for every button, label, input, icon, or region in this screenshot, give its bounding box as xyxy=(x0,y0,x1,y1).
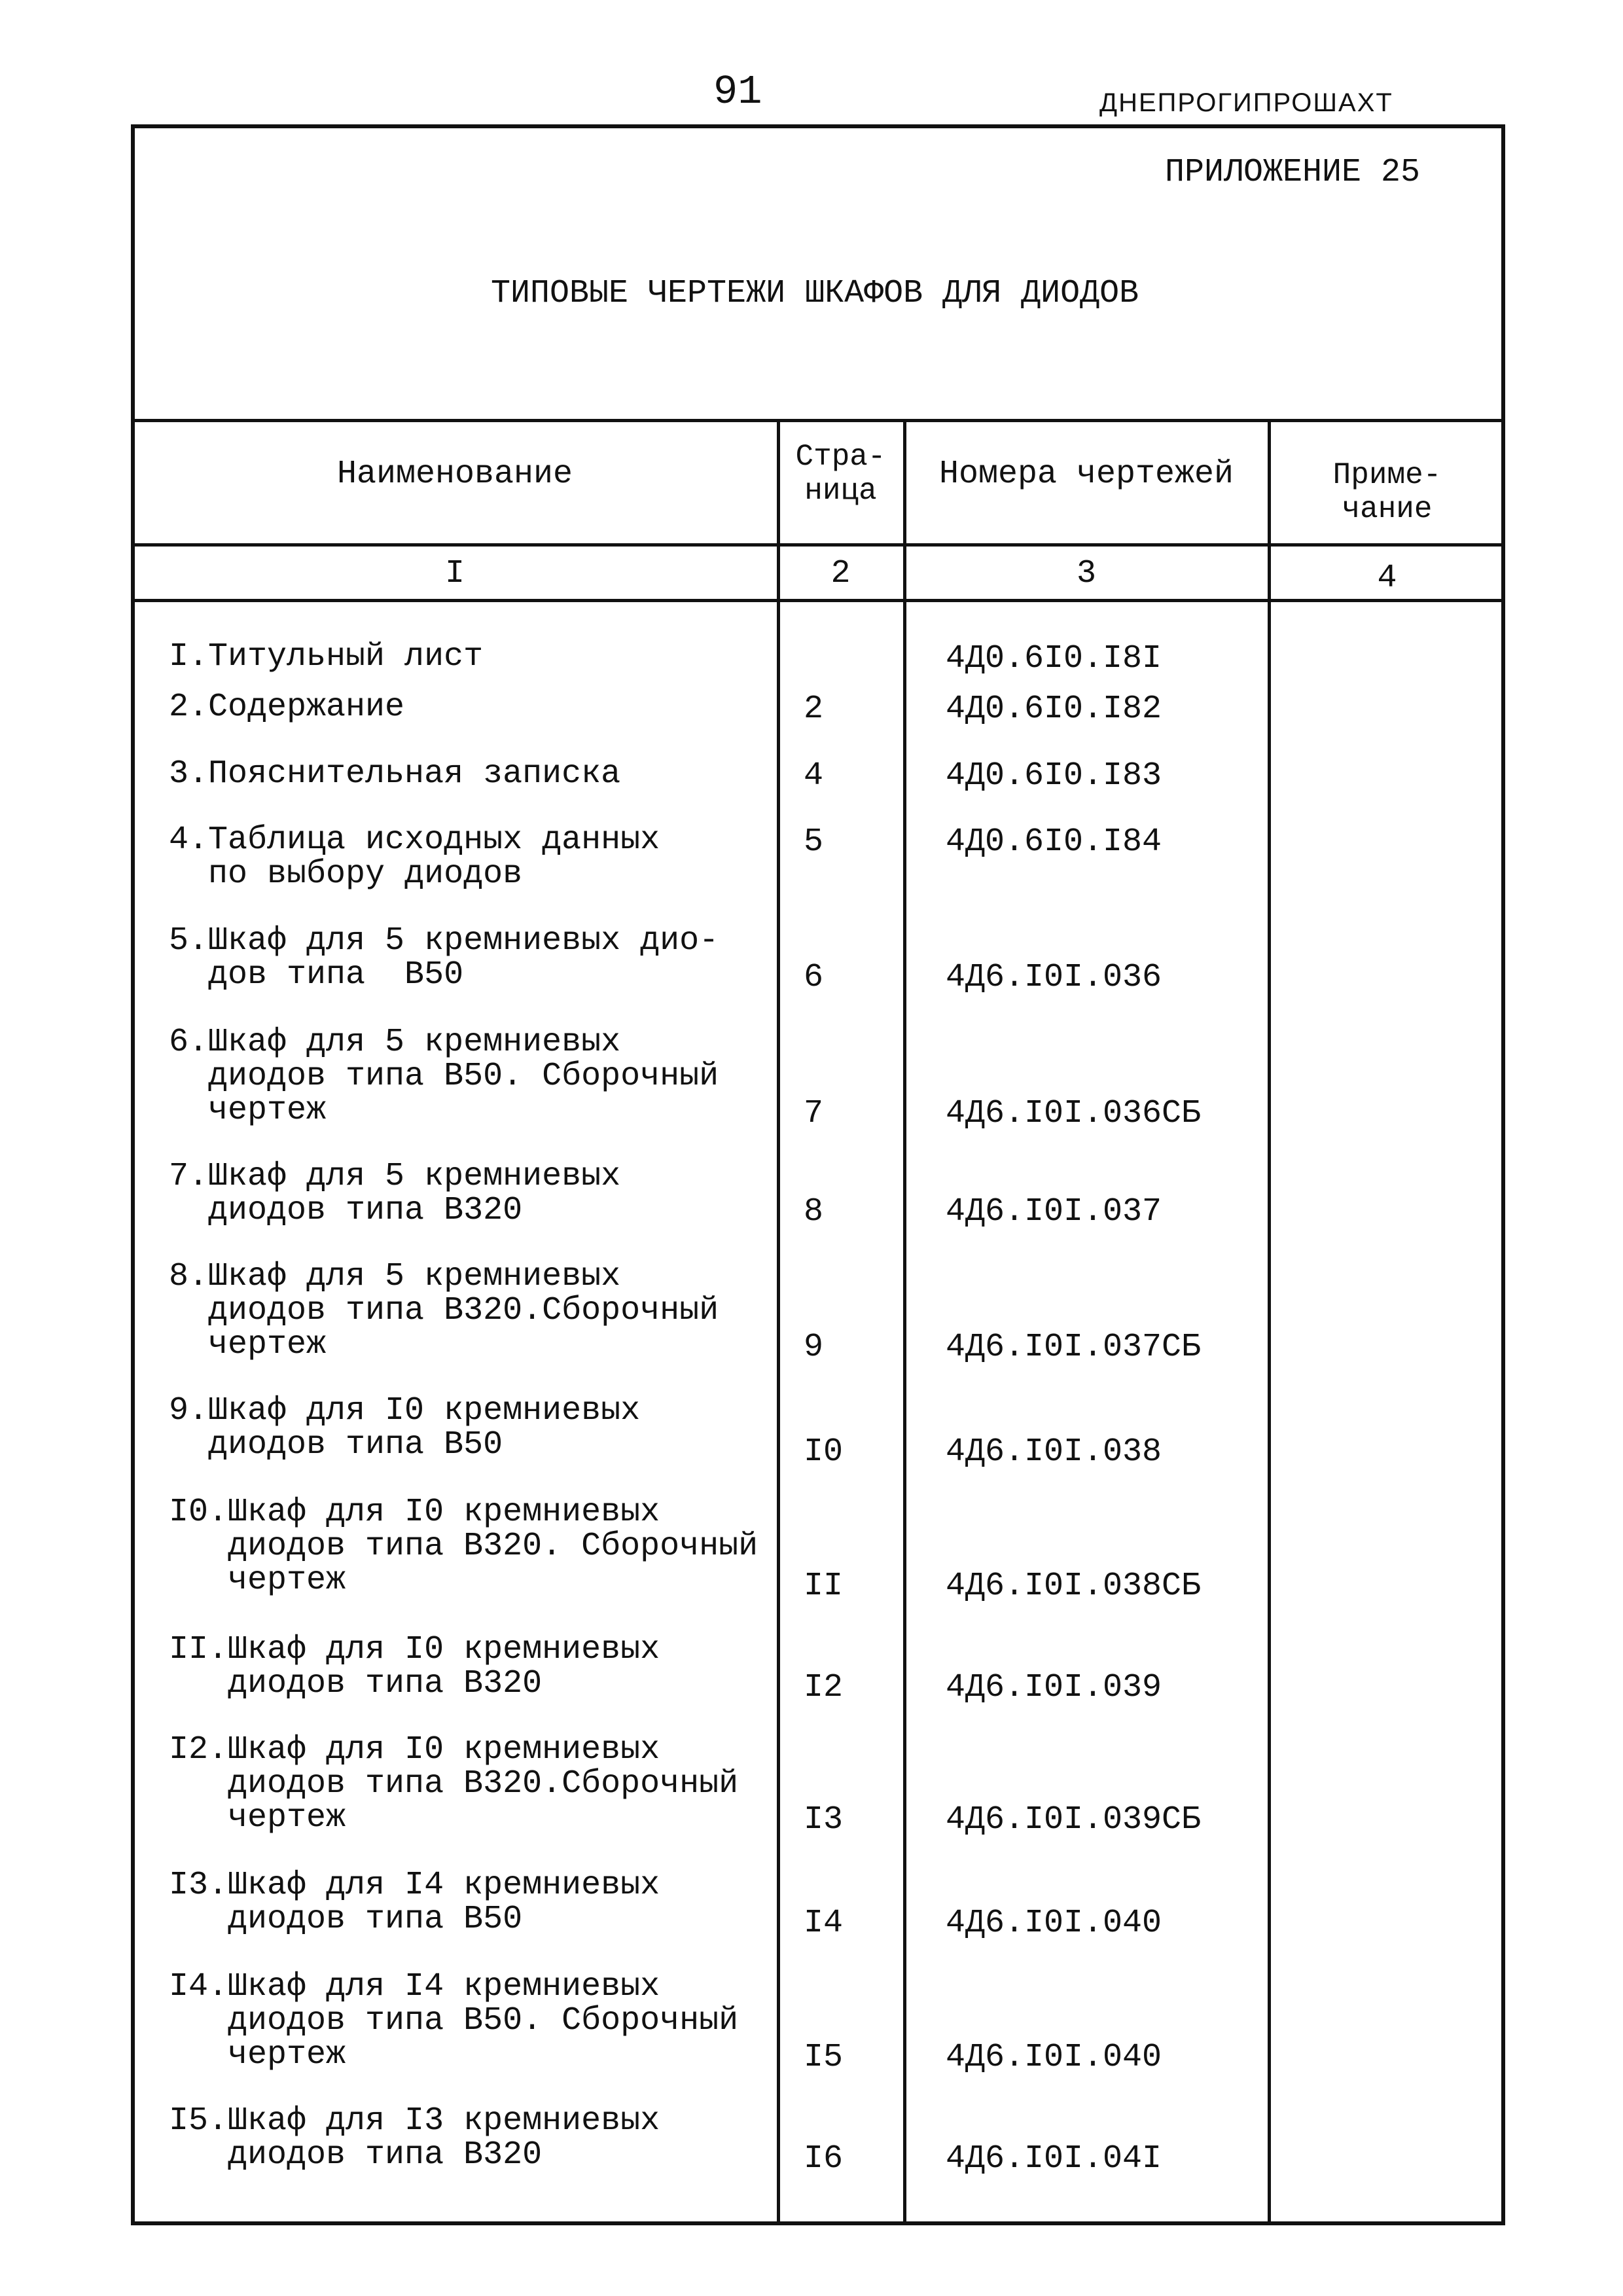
table-row-code: 4Д0.6I0.I84 xyxy=(946,823,1162,861)
table-row-page: 9 xyxy=(804,1329,824,1366)
column-header-codes: Номера чертежей xyxy=(938,456,1234,493)
column-number-3: 3 xyxy=(1076,555,1096,592)
table-row-name: I5.Шкаф для I3 кремниевых диодов типа В320 xyxy=(169,2102,660,2174)
column-header-page: Стра- ница xyxy=(795,440,886,508)
table-row-name: I.Титульный лист xyxy=(169,638,484,675)
table-row-page: 7 xyxy=(804,1095,824,1132)
table-row-code: 4Д6.I0I.038СБ xyxy=(946,1568,1202,1605)
table-row-name: 6.Шкаф для 5 кремниевых диодов типа В50. Сборочный чертеж xyxy=(169,1024,719,1129)
table-row-code: 4Д6.I0I.038 xyxy=(946,1433,1162,1471)
table-row-page: 2 xyxy=(804,691,824,728)
table-row-code: 4Д0.6I0.I83 xyxy=(946,757,1162,795)
table-row-page: I6 xyxy=(804,2140,844,2178)
column-header-note: Приме- чание xyxy=(1332,458,1442,526)
table-row-code: 4Д6.I0I.037 xyxy=(946,1193,1162,1230)
table-row-code: 4Д6.I0I.040 xyxy=(946,2039,1162,2076)
appendix-label: ПРИЛОЖЕНИЕ 25 xyxy=(1165,154,1421,191)
table-row-code: 4Д6.I0I.04I xyxy=(946,2140,1162,2178)
column-divider-2 xyxy=(903,419,906,2225)
table-top-rule xyxy=(131,419,1505,422)
table-row-name: 5.Шкаф для 5 кремниевых дио- дов типа В50 xyxy=(169,922,719,994)
column-divider-3 xyxy=(1268,419,1271,2225)
table-row-page: I0 xyxy=(804,1433,844,1471)
table-row-page: I3 xyxy=(804,1801,844,1839)
column-number-2: 2 xyxy=(830,555,851,592)
table-row-name: 3.Пояснительная записка xyxy=(169,755,621,793)
table-row-page: 5 xyxy=(804,823,824,861)
table-row-code: 4Д6.I0I.039 xyxy=(946,1669,1162,1706)
organization-name: ДНЕПРОГИПРОШАХТ xyxy=(1099,88,1393,117)
table-row-code: 4Д0.6I0.I8I xyxy=(946,640,1162,677)
table-row-code: 4Д6.I0I.036СБ xyxy=(946,1095,1202,1132)
table-row-name: 9.Шкаф для I0 кремниевых диодов типа В50 xyxy=(169,1392,641,1463)
column-divider-1 xyxy=(777,419,780,2225)
table-row-code: 4Д6.I0I.036 xyxy=(946,959,1162,996)
table-row-name: I4.Шкаф для I4 кремниевых диодов типа В50. Сборочный чертеж xyxy=(169,1968,739,2073)
table-row-page: 4 xyxy=(804,757,824,795)
column-number-4: 4 xyxy=(1377,560,1397,597)
document-title: ТИПОВЫЕ ЧЕРТЕЖИ ШКАФОВ ДЛЯ ДИОДОВ xyxy=(491,275,1139,312)
table-row-page: I4 xyxy=(804,1905,844,1942)
table-row-page: II xyxy=(804,1568,844,1605)
table-row-name: 8.Шкаф для 5 кремниевых диодов типа В320.Сборочный чертеж xyxy=(169,1258,719,1363)
header-bottom-rule xyxy=(131,543,1505,547)
table-row-name: I0.Шкаф для I0 кремниевых диодов типа В320. Сборочный чертеж xyxy=(169,1494,758,1599)
table-row-page: I2 xyxy=(804,1669,844,1706)
column-number-1: I xyxy=(444,555,465,592)
column-header-name: Наименование xyxy=(336,456,573,493)
table-row-name: I3.Шкаф для I4 кремниевых диодов типа В50 xyxy=(169,1867,660,1938)
table-row-name: 2.Содержание xyxy=(169,689,405,726)
page-number: 91 xyxy=(713,69,762,115)
table-row-name: 7.Шкаф для 5 кремниевых диодов типа В320 xyxy=(169,1158,621,1229)
table-row-name: 4.Таблица исходных данных по выбору диодов xyxy=(169,821,660,893)
numbers-bottom-rule xyxy=(131,599,1505,602)
table-row-code: 4Д6.I0I.040 xyxy=(946,1905,1162,1942)
table-row-code: 4Д6.I0I.037СБ xyxy=(946,1329,1202,1366)
table-row-code: 4Д0.6I0.I82 xyxy=(946,691,1162,728)
table-row-page: I5 xyxy=(804,2039,844,2076)
table-row-page: 6 xyxy=(804,959,824,996)
table-row-code: 4Д6.I0I.039СБ xyxy=(946,1801,1202,1839)
table-row-name: II.Шкаф для I0 кремниевых диодов типа В320 xyxy=(169,1631,660,1702)
table-row-page: 8 xyxy=(804,1193,824,1230)
table-row-name: I2.Шкаф для I0 кремниевых диодов типа В320.Сборочный чертеж xyxy=(169,1731,739,1837)
